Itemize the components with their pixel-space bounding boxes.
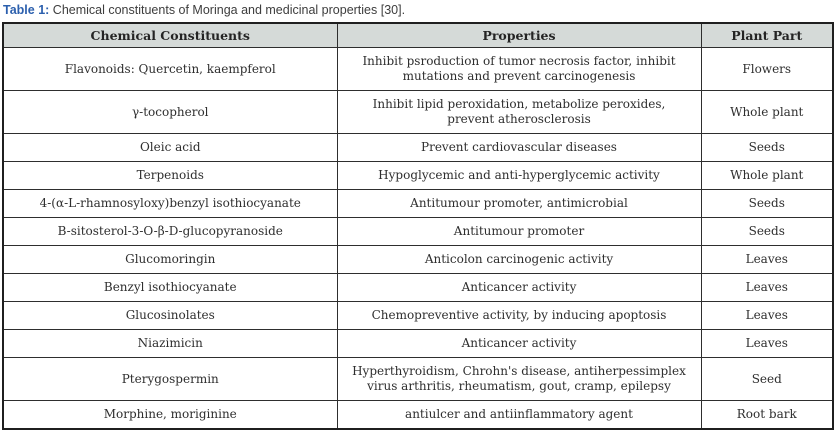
header-plant-part: Plant Part (701, 23, 833, 48)
table-row (3, 190, 833, 218)
cell-plant-part: Seeds (701, 218, 833, 246)
table-row (3, 401, 833, 430)
cell-constituent: Glucomoringin (3, 246, 337, 274)
cell-constituent: 4-(α-L-rhamnosyloxy)benzyl isothiocyanate (3, 190, 337, 218)
table-row (3, 330, 833, 358)
cell-property: Chemopreventive activity, by inducing apoptosis (337, 302, 701, 330)
cell-property: Antitumour promoter, antimicrobial (337, 190, 701, 218)
table-caption-label: Table 1: (3, 3, 50, 17)
cell-plant-part: Leaves (701, 330, 833, 358)
cell-plant-part: Whole plant (701, 91, 833, 134)
cell-constituent: γ-tocopherol (3, 91, 337, 134)
table-row (3, 218, 833, 246)
cell-property: Hyperthyroidism, Chrohn's disease, antiherpessimplex virus arthritis, rheumatism, gout, cramp, epilepsy (337, 358, 701, 401)
cell-property: Anticancer activity (337, 330, 701, 358)
cell-property: Inhibit psroduction of tumor necrosis factor, inhibit mutations and prevent carcinogenesis (337, 48, 701, 91)
cell-plant-part: Seeds (701, 190, 833, 218)
cell-constituent: Flavonoids: Quercetin, kaempferol (3, 48, 337, 91)
cell-constituent: Glucosinolates (3, 302, 337, 330)
table-caption (0, 0, 834, 22)
table-row (3, 302, 833, 330)
table-row (3, 162, 833, 190)
table-row (3, 48, 833, 91)
table-row (3, 274, 833, 302)
cell-plant-part: Seed (701, 358, 833, 401)
cell-property: Prevent cardiovascular diseases (337, 134, 701, 162)
table-header-row (3, 23, 833, 48)
cell-plant-part: Leaves (701, 274, 833, 302)
cell-property: antiulcer and antiinflammatory agent (337, 401, 701, 430)
header-chemical-constituents: Chemical Constituents (3, 23, 337, 48)
cell-plant-part: Root bark (701, 401, 833, 430)
cell-constituent: B-sitosterol-3-O-β-D-glucopyranoside (3, 218, 337, 246)
cell-property: Hypoglycemic and anti-hyperglycemic activity (337, 162, 701, 190)
cell-plant-part: Flowers (701, 48, 833, 91)
cell-plant-part: Leaves (701, 246, 833, 274)
cell-plant-part: Leaves (701, 302, 833, 330)
moringa-constituents-table (2, 22, 834, 430)
cell-plant-part: Whole plant (701, 162, 833, 190)
table-caption-text: Chemical constituents of Moringa and medicinal properties [30]. (49, 3, 406, 17)
cell-property: Anticolon carcinogenic activity (337, 246, 701, 274)
header-properties: Properties (337, 23, 701, 48)
table-row (3, 91, 833, 134)
cell-property: Inhibit lipid peroxidation, metabolize peroxides, prevent atherosclerosis (337, 91, 701, 134)
cell-constituent: Terpenoids (3, 162, 337, 190)
cell-constituent: Pterygospermin (3, 358, 337, 401)
cell-constituent: Niazimicin (3, 330, 337, 358)
cell-plant-part: Seeds (701, 134, 833, 162)
table-row (3, 134, 833, 162)
cell-property: Antitumour promoter (337, 218, 701, 246)
cell-constituent: Morphine, moriginine (3, 401, 337, 430)
cell-property: Anticancer activity (337, 274, 701, 302)
cell-constituent: Oleic acid (3, 134, 337, 162)
cell-constituent: Benzyl isothiocyanate (3, 274, 337, 302)
table-row (3, 358, 833, 401)
table-row (3, 246, 833, 274)
